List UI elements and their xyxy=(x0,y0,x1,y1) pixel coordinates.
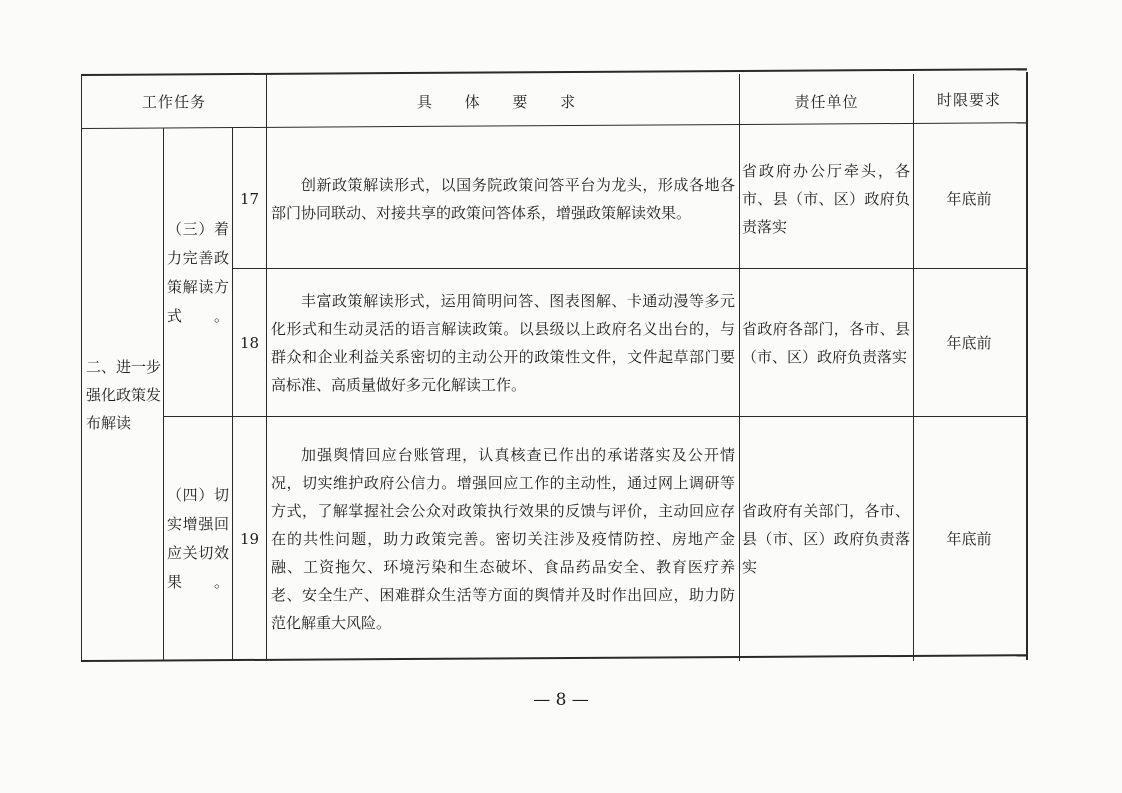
task-group-3 xyxy=(164,129,232,416)
task-group-4 xyxy=(164,417,232,660)
row-17-requirement xyxy=(271,129,735,268)
row-17-deadline: 年底前 xyxy=(946,189,992,208)
row-17-unit-text: 省政府办公厅牵头，各市、县（市、区）政府负责落实 xyxy=(742,161,910,236)
row-19-unit-text: 省政府有关部门，各市、县（市、区）政府负责落实 xyxy=(742,501,910,576)
row-19-number: 19 xyxy=(239,529,260,548)
header-requirement: 具 体 要 求 xyxy=(416,93,590,111)
header-task: 工作任务 xyxy=(141,93,206,111)
row-19-requirement-text: 加强舆情回应台账管理，认真核查已作出的承诺落实及公开情况，切实维护政府公信力。增强回应工作的主动性，通过网上调研等方式，了解掌握社会公众对政策执行效果的反馈与评价，主动回应存在的共性问题，助力政策完善。密切关注涉及疫情防控、房地产金融、工资拖欠、环境污染和生态破坏、食品药品安全、教育医疗养老、安全生产、困难群众生活等方面的舆情并及时作出回应，助力防范化解重大风险。 xyxy=(271,445,735,632)
row-17-requirement-text: 创新政策解读形式，以国务院政策问答平台为龙头，形成各地各部门协同联动、对接共享的政策问答体系，增强政策解读效果。 xyxy=(271,175,735,222)
task-group-3-text: （三）着力完善政策解读方式。 xyxy=(167,219,229,325)
row-18-unit-text: 省政府各部门，各市、县（市、区）政府负责落实 xyxy=(742,319,910,366)
row-18-requirement-text: 丰富政策解读形式，运用简明问答、图表图解、卡通动漫等多元化形式和生动灵活的语言解读政策。以县级以上政府名义出台的，与群众和企业利益关系密切的主动公开的政策性文件，文件起草部门要高标准、高质量做好多元化解读工作。 xyxy=(271,291,735,394)
row-17-unit xyxy=(742,129,910,268)
task-level1-text: 二、进一步强化政策发布解读 xyxy=(86,357,162,432)
row-19-deadline: 年底前 xyxy=(946,529,992,548)
row-19-requirement xyxy=(271,417,735,660)
row-18-unit xyxy=(742,269,910,416)
row-19-unit xyxy=(742,417,910,660)
header-deadline: 时限要求 xyxy=(936,91,1001,109)
row-18-number: 18 xyxy=(239,333,260,352)
col-divider-requirement xyxy=(739,74,740,661)
row-18-deadline: 年底前 xyxy=(946,333,992,352)
page-number: — 8 — xyxy=(533,690,589,710)
table-border-top xyxy=(81,68,1027,76)
row-17-number: 17 xyxy=(239,189,260,208)
task-level1 xyxy=(82,129,163,660)
row-18-requirement xyxy=(271,269,735,416)
task-group-4-text: （四）切实增强回应关切效果。 xyxy=(167,485,229,591)
col-divider-num xyxy=(266,74,267,661)
header-unit: 责任单位 xyxy=(794,93,859,111)
table-border-right xyxy=(1026,72,1028,660)
